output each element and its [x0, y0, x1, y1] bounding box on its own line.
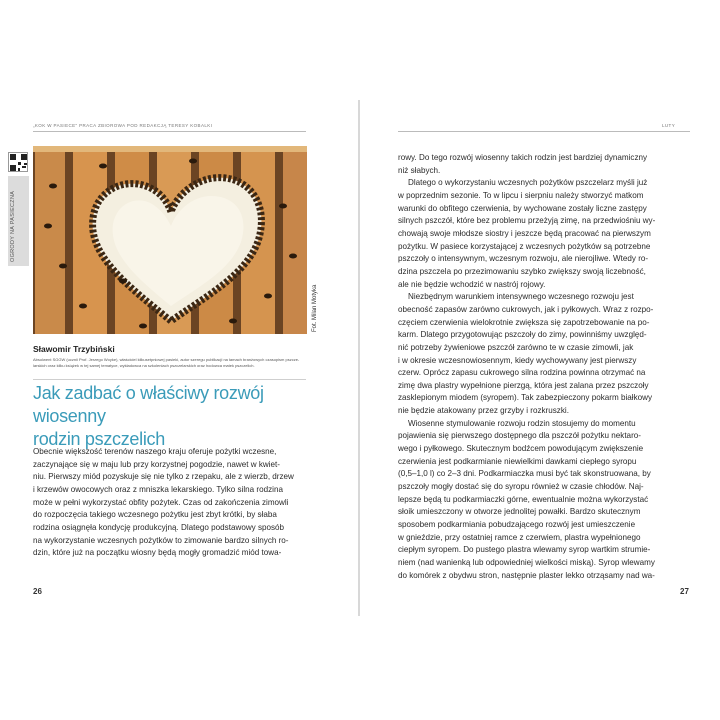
text-line: dzina pszczela po przezimowaniu szybko zwiększy swoją liczebność,	[398, 266, 646, 276]
text-line: do komórek z obydwu stron, następnie plaster lekko otrząsamy nad wa-	[398, 570, 655, 580]
text-line: Wiosenne stymulowanie rozwoju rodzin stosujemy do momentu	[408, 418, 636, 428]
section-side-tab-label: OGRODY NA PASIECZNA	[10, 190, 16, 262]
left-page	[0, 0, 358, 720]
author-bio-line: larskich oraz kilku książek w tej samej tematyce, wykładowca na szkoleniach pszczelarskich oraz hodowca matek pszczelich.	[33, 363, 255, 368]
text-line: zaczynające się w maju lub przy korzystnej pogodzie, nawet w kwiet-	[33, 459, 280, 469]
left-body-text	[33, 446, 307, 560]
title-rule	[33, 379, 306, 380]
text-line: pojawienia się pierwszego dostępnego dla pszczół pożytku nektaro-	[398, 431, 641, 441]
text-line: w gnieździe, przy ostatniej ramce z czerwiem, plastra wypełnionego	[398, 532, 641, 542]
text-line: lepsze będą tu podkarmiaczki górne, ewentualnie można wykorzystać	[398, 494, 649, 504]
right-body-text	[398, 152, 690, 582]
text-line: rodzina osiągnęła kondycję produkcyjną. Dlatego podstawowy sposób	[33, 522, 285, 532]
text-line: ale nie będzie wchodzić w nastrój rojowy.	[398, 279, 546, 289]
page-gutter	[358, 100, 360, 616]
header-rule	[398, 131, 690, 132]
text-line: chowają swoje młodsze siostry i jeszcze będą pracować na pierwszym	[398, 228, 651, 238]
text-line: warunki do obfitego czerwienia, by wychowane zostały liczne zastępy	[398, 203, 647, 213]
page-number: 26	[33, 587, 42, 596]
running-head: „KOK W PASIECE” PRACA ZBIOROWA POD REDAKCJĄ TERESY KOBALKI	[33, 123, 213, 128]
text-line: rowy. Do tego rozwój wiosenny takich rodzin jest bardziej dynamiczny	[398, 153, 648, 162]
text-line: sposobem podkarmiania pobudzającego rozwój jest umieszczenie	[398, 520, 636, 530]
text-line: Dlatego o wykorzystaniu wczesnych pożytków pszczelarz myśli już	[408, 178, 648, 188]
text-line: na wykorzystanie wczesnych pożytków to zimowanie bardzo silnych ro-	[33, 535, 289, 545]
text-line: nie będzie atakowany przez grzyby i rozkruszki.	[398, 406, 569, 416]
text-line: niż słabych.	[398, 165, 441, 175]
header-rule	[33, 131, 306, 132]
text-line: karm. Dlatego przygotowując pszczoły do zimy, powinniśmy uwzględ-	[398, 330, 647, 340]
text-line: niu. Pierwszy miód pozyskuje się nie tylko z rzepaku, ale z wierzb, drzew	[33, 472, 294, 482]
article-title-line: Jak zadbać o właściwy rozwój wiosenny	[33, 383, 264, 426]
text-line: nić potrzeby żywieniowe pszczół zarówno te w czasie zimowli, jak	[398, 342, 634, 352]
text-line: zasklepionym miodem (syropem). Tak zabezpieczony pokarm białkowy	[398, 393, 653, 403]
photo-credit: Fot. Milan Motyka	[312, 284, 318, 332]
article-title	[33, 382, 307, 451]
text-line: ciepłym syropem. Do pustego plastra wlewamy syrop wartkim strumie-	[398, 545, 651, 555]
section-side-tab	[8, 176, 29, 266]
qr-code-icon	[8, 152, 28, 172]
text-line: i w okresie wczesnowiosennym, kiedy wychowywany jest pierwszy	[398, 355, 637, 365]
text-line: pszczoły o intensywnym, wczesnym rozwoju, ale nierojliwe. Wtedy ro-	[398, 254, 649, 264]
text-line: częciem czerwienia wielokrotnie zwiększa się zapotrzebowanie na po-	[398, 317, 650, 327]
author-bio-line: Absolwent SGGW (ucznii Prof. Jerzego Woyke), właściciel kilkusetpniowej pasieki, autor szeregu publikacji na łamach branżowych czasopism pszcze-	[33, 357, 300, 362]
author-bio	[33, 357, 307, 369]
text-line: Obecnie większość terenów naszego kraju oferuje pożytki wczesne,	[33, 447, 277, 456]
text-line: słoik umieszczony w otworze jednolitej powałki. Bardzo skutecznym	[398, 507, 641, 517]
text-line: obecność zapasów zarówno cukrowych, jak i pyłkowych. Wraz z rozpo-	[398, 304, 654, 314]
text-line: (0,5–1,0 l) co 2–3 dni. Podkarmiaczka musi być tak skonstruowana, by	[398, 469, 651, 479]
text-line: w poprzednim sezonie. To w lipcu i sierpniu należy stworzyć matkom	[398, 190, 644, 200]
running-head: LUTY	[662, 123, 676, 128]
text-line: do rozpoczęcia takiego wczesnego pożytku jest zbyt krótki, by słaba	[33, 510, 277, 520]
text-line: pszczoły mogły dostać się do syropu również w czasie chłodów. Naj-	[398, 482, 644, 492]
text-line: dzin, które już na początku wiosny będą mogły gromadzić miód towa-	[33, 548, 282, 558]
text-line: pożytku. W pasiece korzystającej z wczesnych pożytków są potrzebne	[398, 241, 651, 251]
text-line: zimę dwa plastry wypełnione pierzgą, która jest zalana przez pszczoły	[398, 380, 649, 390]
text-line: czerwienia jest podkarmianie niewielkimi dawkami ciepłego syropu	[398, 456, 637, 466]
text-line: Niezbędnym warunkiem intensywnego wczesnego rozwoju jest	[408, 292, 634, 302]
text-line: i krzewów owocowych oraz z mniszka lekarskiego. Tylko silna rodzina	[33, 484, 283, 494]
text-line: czerw. Oprócz zapasu cukrowego silna rodzina powinna otrzymać na	[398, 368, 646, 378]
text-line: silnych pszczół, które bez problemu przeżyją zimę, na przedwiośniu wy-	[398, 216, 656, 226]
right-page	[362, 0, 720, 720]
bees-heart-photo	[33, 146, 307, 334]
author-name: Sławomir Trzybiński	[33, 344, 115, 354]
text-line: może w pełni wykorzystać obfity pożytek. Czas od zakończenia zimowli	[33, 497, 289, 507]
page-number: 27	[680, 587, 689, 596]
text-line: niem (nad wanienką lub odpowiedniej wielkości miską). Syrop wlewamy	[398, 558, 655, 567]
article-title-line: rodzin pszczelich	[33, 429, 165, 449]
text-line: wego i pyłkowego. Skutecznym bodźcem powodującym zwiększenie	[398, 444, 644, 454]
